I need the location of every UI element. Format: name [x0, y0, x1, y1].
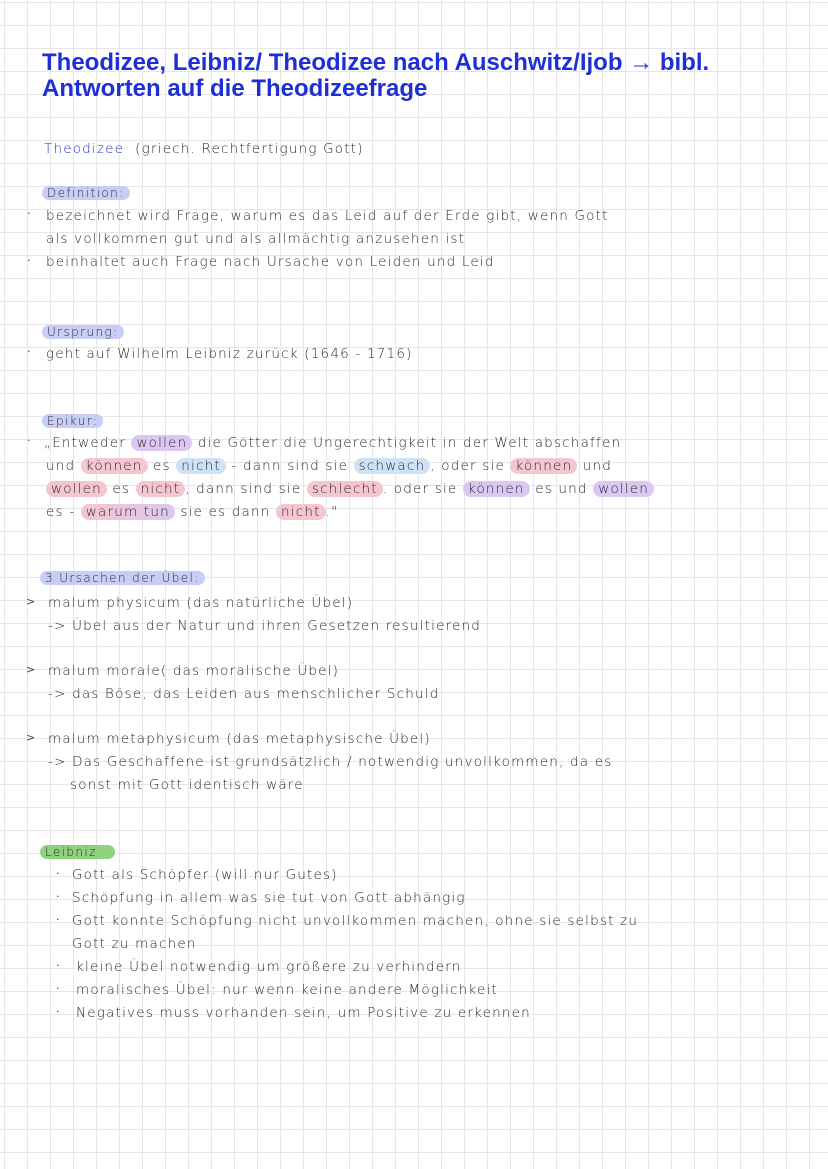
leibniz-label: Leibniz — [40, 845, 115, 859]
leibniz-item-1: Gott als Schöpfer (will nur Gutes) — [72, 867, 338, 883]
leibniz-item-2: Schöpfung in allem was sie tut von Gott abhängig — [72, 890, 466, 906]
ursachen-label: 3 Ursachen der Übel: — [40, 571, 205, 585]
highlight-koennen: können — [81, 458, 148, 474]
definition-line-1: bezeichnet wird Frage, warum es das Leid auf der Erde gibt, wenn Gott — [46, 208, 609, 224]
definition-line-2: als vollkommen gut und als allmächtig anzusehen ist — [46, 231, 466, 247]
highlight-schwach: schwach — [354, 458, 431, 474]
arrow-marker: > — [26, 663, 36, 676]
ursachen-label-line — [40, 571, 205, 585]
arrow-marker: > — [26, 731, 36, 744]
malum-morale: malum morale( das moralische Übel) — [48, 663, 340, 679]
bullet-dot: · — [27, 345, 31, 358]
definition-label-line — [42, 186, 130, 200]
text-fragment: es und — [529, 481, 594, 497]
highlight-wollen: wollen — [131, 435, 192, 451]
text-fragment: - dann sind sie — [225, 458, 354, 474]
text-fragment: . oder sie — [382, 481, 463, 497]
leibniz-item-3-cont: Gott zu machen — [72, 936, 197, 952]
leibniz-item-4: kleine Übel notwendig um größere zu verhindern — [76, 959, 462, 975]
bullet-dot: · — [56, 867, 60, 880]
text-fragment: es — [147, 458, 177, 474]
bullet-dot: · — [56, 959, 60, 972]
epikur-label-line — [42, 414, 103, 428]
highlight-wollen: wollen — [593, 481, 654, 497]
text-fragment: und — [46, 458, 81, 474]
highlight-nicht: nicht — [276, 504, 326, 520]
text-fragment: und — [577, 458, 612, 474]
text-fragment: „Entweder — [44, 435, 132, 451]
malum-metaphysicum-desc-2: sonst mit Gott identisch wäre — [70, 777, 304, 793]
bullet-dot: · — [56, 890, 60, 903]
malum-metaphysicum-desc: -> Das Geschaffene ist grundsätzlich / notwendig unvollkommen, da es — [48, 754, 613, 770]
highlight-koennen: können — [510, 458, 577, 474]
leibniz-item-5: moralisches Übel: nur wenn keine andere Möglichkeit — [76, 982, 498, 998]
highlight-nicht: nicht — [136, 481, 186, 497]
intro-term: Theodizee — [44, 141, 125, 157]
highlight-schlecht: schlecht — [307, 481, 383, 497]
leibniz-item-3: Gott konnte Schöpfung nicht unvollkommen machen, ohne sie selbst zu — [72, 913, 639, 929]
epikur-line-4 — [46, 504, 339, 520]
malum-physicum-desc: -> Übel aus der Natur und ihren Gesetzen resultierend — [48, 618, 482, 634]
bullet-dot: · — [56, 982, 60, 995]
text-fragment: ." — [325, 504, 339, 520]
definition-label: Definition: — [42, 186, 130, 200]
highlight-warum-tun: warum tun — [81, 504, 175, 520]
bullet-dot: · — [27, 254, 31, 267]
text-fragment: es - — [46, 504, 81, 520]
epikur-line-3 — [46, 481, 654, 497]
highlight-wollen: wollen — [46, 481, 107, 497]
epikur-label: Epikur: — [42, 414, 103, 428]
text-fragment: , dann sind sie — [185, 481, 307, 497]
bullet-dot: · — [56, 913, 60, 926]
leibniz-label-line — [40, 845, 115, 859]
malum-metaphysicum: malum metaphysicum (das metaphysische Übel) — [48, 731, 431, 747]
text-fragment: es — [106, 481, 136, 497]
highlight-nicht: nicht — [176, 458, 226, 474]
epikur-line-2 — [46, 458, 612, 474]
intro-line — [44, 141, 364, 157]
ursprung-label-line — [42, 325, 124, 339]
bullet-dot: · — [56, 1005, 60, 1018]
definition-line-3: beinhaltet auch Frage nach Ursache von Leiden und Leid — [46, 254, 495, 270]
bullet-dot: · — [27, 207, 31, 220]
text-fragment: , oder sie — [430, 458, 511, 474]
bullet-dot: · — [27, 434, 31, 447]
text-fragment: die Götter die Ungerechtigkeit in der Welt abschaffen — [192, 435, 622, 451]
arrow-marker: > — [26, 595, 36, 608]
page-title: Theodizee, Leibniz/ Theodizee nach Auschwitz/Ijob → bibl. Antworten auf die Theodizeefrage — [42, 49, 710, 102]
malum-physicum: malum physicum (das natürliche Übel) — [48, 595, 354, 611]
ursprung-line-1: geht auf Wilhelm Leibniz zurück (1646 - 1716) — [46, 346, 413, 362]
malum-morale-desc: -> das Böse, das Leiden aus menschlicher Schuld — [48, 686, 440, 702]
ursprung-label: Ursprung: — [42, 325, 124, 339]
text-fragment: sie es dann — [174, 504, 277, 520]
intro-rest: (griech. Rechtfertigung Gott) — [135, 141, 364, 157]
highlight-koennen: können — [463, 481, 530, 497]
leibniz-item-6: Negatives muss vorhanden sein, um Positive zu erkennen — [76, 1005, 531, 1021]
epikur-line-1 — [44, 435, 621, 451]
